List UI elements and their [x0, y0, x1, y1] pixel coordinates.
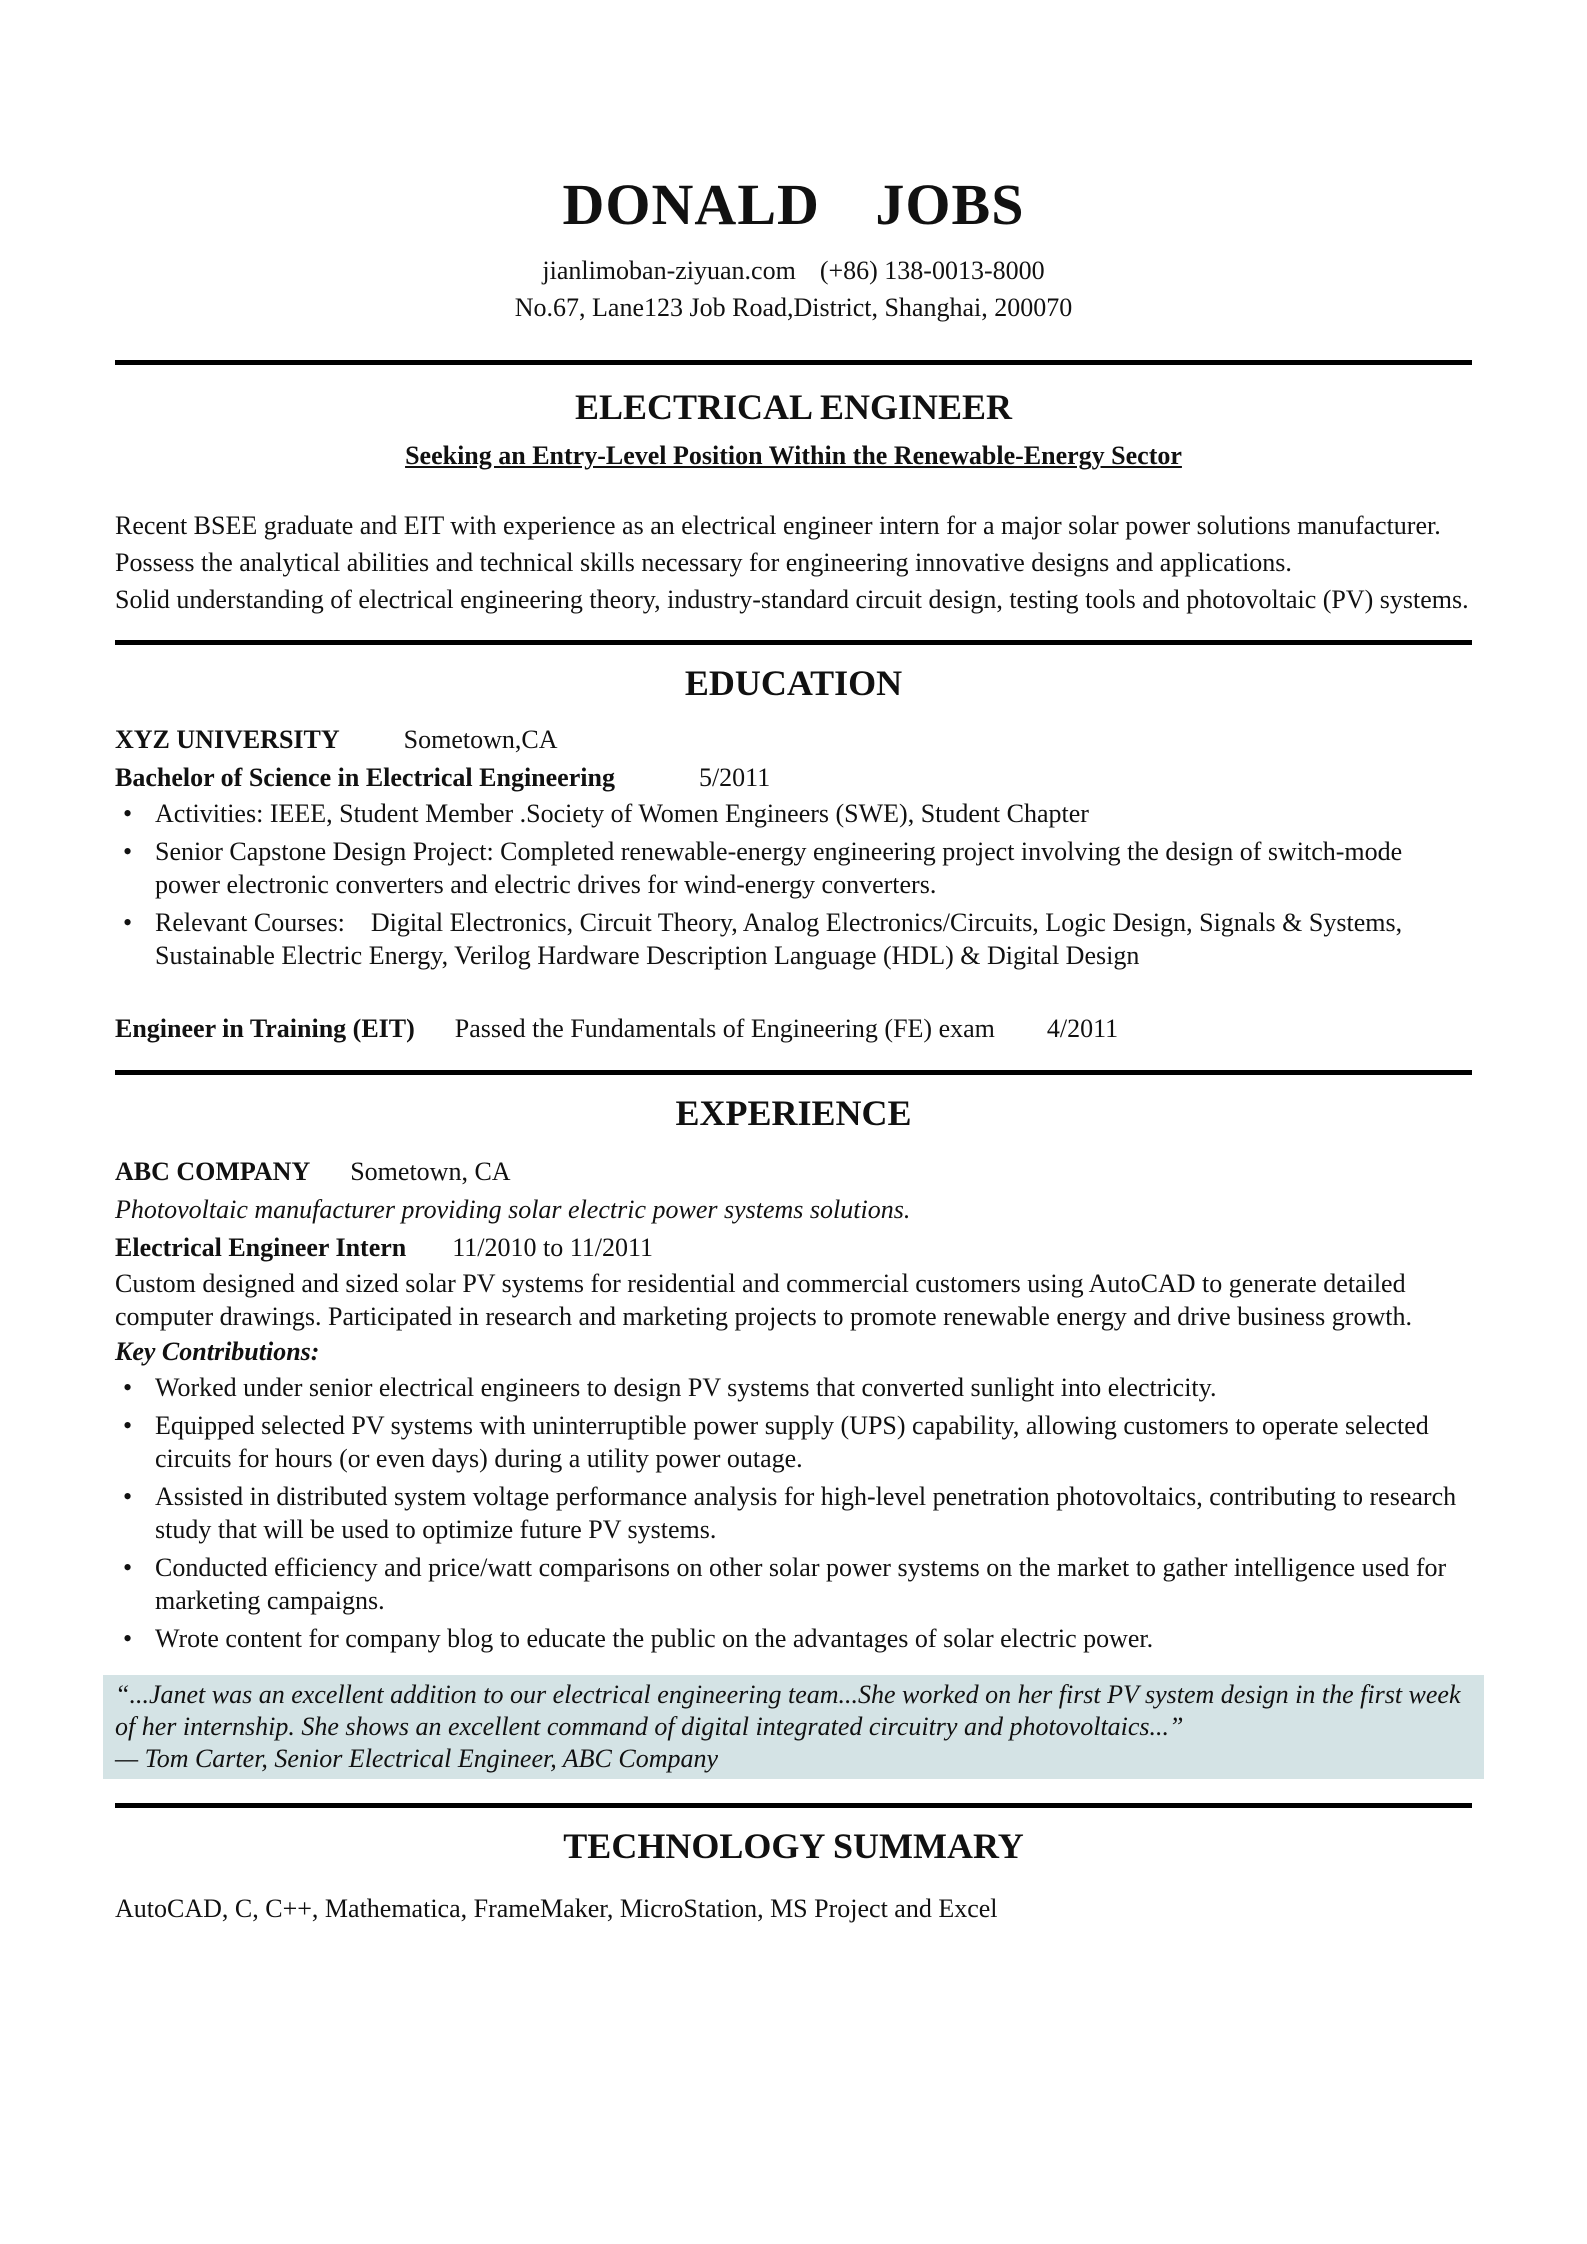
technology-section: [115, 1824, 1472, 1925]
list-item: • Relevant Courses: Digital Electronics, Circuit Theory, Analog Electronics/Circuits, Logic Design, Signals & Systems, Sustainable Electric Energy, Verilog Hardware Description Language (HDL) & Digital Design: [115, 906, 1472, 972]
education-bullets: [115, 797, 1472, 972]
list-item: • Assisted in distributed system voltage performance analysis for high-level penetration photovoltaics, contributing to research study that will be used to optimize future PV systems.: [115, 1480, 1472, 1546]
summary-paragraph: Recent BSEE graduate and EIT with experience as an electrical engineer intern for a major solar power solutions manufacturer.: [115, 511, 1441, 540]
objective-subtitle: Seeking an Entry-Level Position Within the Renewable-Energy Sector: [405, 441, 1182, 470]
degree: Bachelor of Science in Electrical Engineering: [115, 763, 615, 792]
company-location: Sometown, CA: [350, 1157, 511, 1186]
list-item: • Activities: IEEE, Student Member .Society of Women Engineers (SWE), Student Chapter: [115, 797, 1472, 830]
experience-title: EXPERIENCE: [675, 1093, 912, 1133]
school-location: Sometown,CA: [403, 725, 558, 754]
objective-section: [115, 385, 1472, 616]
quote-author: — Tom Carter, Senior Electrical Engineer, ABC Company: [115, 1744, 719, 1773]
school-row: [115, 721, 1472, 759]
objective-title: ELECTRICAL ENGINEER: [574, 387, 1013, 427]
website: jianlimoban-ziyuan.com: [542, 256, 796, 285]
last-name: JOBS: [875, 172, 1025, 237]
divider-rule: [115, 1803, 1472, 1808]
divider-rule: [115, 1070, 1472, 1075]
contribution-bullets: [115, 1371, 1472, 1655]
role-row: [115, 1229, 1472, 1267]
company-description: Photovoltaic manufacturer providing solar electric power systems solutions.: [115, 1195, 911, 1224]
address: No.67, Lane123 Job Road,District, Shanghai, 200070: [514, 293, 1073, 322]
role-title: Electrical Engineer Intern: [115, 1233, 407, 1262]
quote-text: “...Janet was an excellent addition to our electrical engineering team...She worked on her first PV system design in the first week of her internship. She shows an excellent command of digital integrated circuitry and photovoltaics...”: [115, 1680, 1461, 1741]
company-row: [115, 1153, 1472, 1191]
degree-date: 5/2011: [698, 763, 771, 792]
list-item: • Senior Capstone Design Project: Completed renewable-energy engineering project involving the design of switch-mode power electronic converters and electric drives for wind-energy converters.: [115, 835, 1472, 901]
list-item: • Conducted efficiency and price/watt comparisons on other solar power systems on the market to gather intelligence used for marketing campaigns.: [115, 1551, 1472, 1617]
list-item: • Equipped selected PV systems with uninterruptible power supply (UPS) capability, allowing customers to operate selected circuits for hours (or even days) during a utility power outage.: [115, 1409, 1472, 1475]
divider-rule: [115, 640, 1472, 645]
candidate-name: [115, 172, 1472, 238]
certification-text: Passed the Fundamentals of Engineering (FE) exam: [454, 1014, 995, 1043]
certification-row: [115, 1010, 1472, 1048]
contact-line-1: [115, 252, 1472, 289]
role-dates: 11/2010 to 11/2011: [452, 1233, 654, 1262]
school-name: XYZ UNIVERSITY: [115, 725, 340, 754]
experience-section: [115, 1091, 1472, 1779]
phone: (+86) 138-0013-8000: [819, 256, 1045, 285]
technology-list: AutoCAD, C, C++, Mathematica, FrameMaker, MicroStation, MS Project and Excel: [115, 1894, 998, 1923]
certification-label: Engineer in Training (EIT): [115, 1014, 415, 1043]
list-item: • Wrote content for company blog to educate the public on the advantages of solar electric power.: [115, 1622, 1472, 1655]
resume-header: [115, 0, 1472, 326]
technology-title: TECHNOLOGY SUMMARY: [563, 1826, 1024, 1866]
contact-info: [115, 252, 1472, 326]
education-title: EDUCATION: [684, 663, 903, 703]
degree-row: [115, 759, 1472, 797]
summary: [115, 509, 1472, 616]
role-description: Custom designed and sized solar PV systems for residential and commercial customers using AutoCAD to generate detailed computer drawings. Participated in research and marketing projects to promote renewable energy and drive business growth.: [115, 1269, 1412, 1331]
summary-paragraph: Possess the analytical abilities and technical skills necessary for engineering innovative designs and applications.: [115, 548, 1292, 577]
summary-paragraph: Solid understanding of electrical engineering theory, industry-standard circuit design, testing tools and photovoltaic (PV) systems.: [115, 585, 1469, 614]
testimonial-quote: [103, 1675, 1484, 1779]
list-item: • Worked under senior electrical engineers to design PV systems that converted sunlight into electricity.: [115, 1371, 1472, 1404]
first-name: DONALD: [562, 172, 820, 237]
divider-rule: [115, 360, 1472, 365]
contributions-label: Key Contributions:: [115, 1337, 320, 1366]
certification-date: 4/2011: [1046, 1014, 1119, 1043]
company-name: ABC COMPANY: [115, 1157, 311, 1186]
education-section: [115, 661, 1472, 1048]
